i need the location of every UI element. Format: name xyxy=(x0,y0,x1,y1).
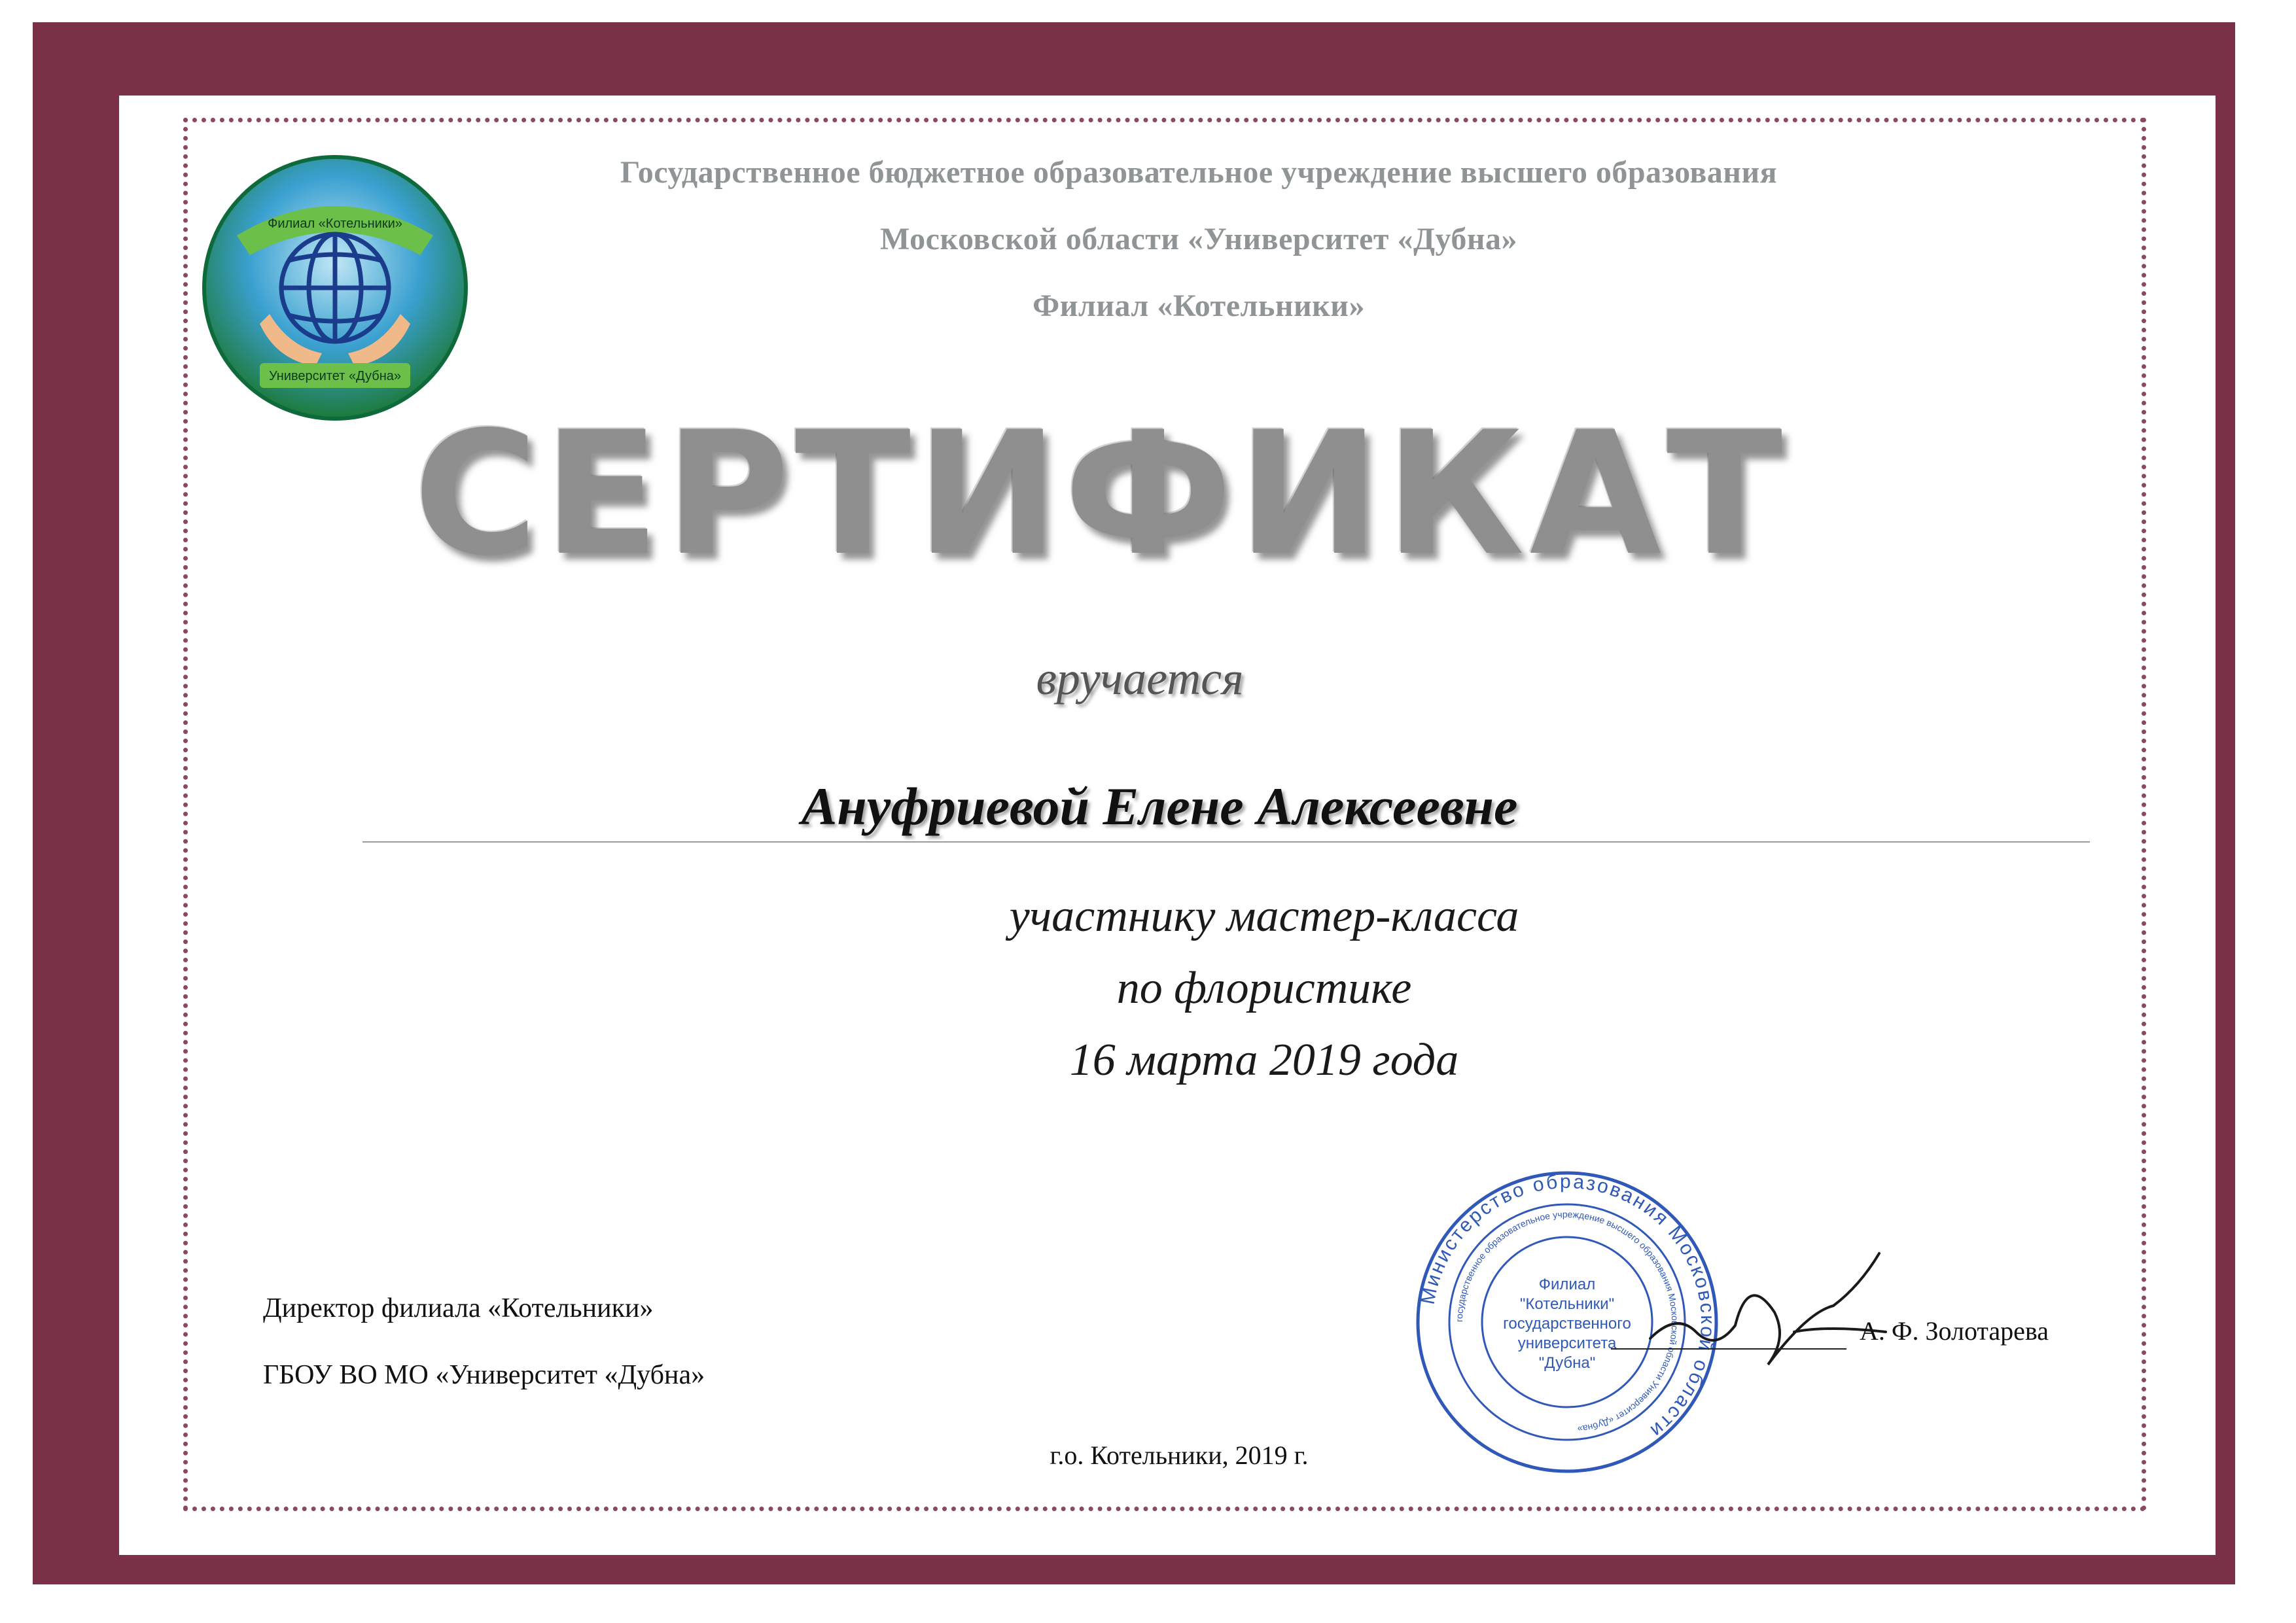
recipient-underline xyxy=(362,841,2090,843)
signatory-title-1: Директор филиала «Котельники» xyxy=(263,1293,654,1323)
svg-text:"Дубна": "Дубна" xyxy=(1538,1354,1596,1372)
svg-text:Министерство образования Моско: Министерство образования Московской области xyxy=(1417,1170,1719,1443)
svg-text:"Котельники": "Котельники" xyxy=(1519,1295,1615,1313)
certificate-paper xyxy=(119,96,2216,1555)
svg-text:Филиал: Филиал xyxy=(1538,1276,1596,1293)
svg-text:государственное образовательно: государственное образовательное учреждение высшего образования Московской области Университет «Дубна» xyxy=(1453,1208,1681,1435)
description-line-1: участнику мастер-класса xyxy=(1009,891,1519,941)
header-line-1: Государственное бюджетное образовательное учреждение высшего образования xyxy=(620,155,1778,190)
awarded-label: вручается xyxy=(1036,652,1244,705)
svg-text:университета: университета xyxy=(1517,1335,1617,1352)
handwritten-signature xyxy=(1637,1234,1899,1391)
certificate-title: СЕРТИФИКАТ xyxy=(413,396,1788,593)
description-line-2: по флористике xyxy=(1116,963,1412,1013)
university-logo-icon xyxy=(198,150,472,425)
signature-line xyxy=(1611,1348,1846,1350)
place-year: г.о. Котельники, 2019 г. xyxy=(1050,1440,1309,1470)
svg-text:государственного: государственного xyxy=(1503,1315,1631,1333)
svg-text:Университет «Дубна»: Университет «Дубна» xyxy=(268,369,402,383)
header-line-3: Филиал «Котельники» xyxy=(1033,288,1365,323)
header-line-2: Московской области «Университет «Дубна» xyxy=(879,222,1518,256)
signatory-title-2: ГБОУ ВО МО «Университет «Дубна» xyxy=(263,1360,705,1390)
svg-text:Филиал «Котельники»: Филиал «Котельники» xyxy=(268,217,402,231)
description-date: 16 марта 2019 года xyxy=(1069,1035,1459,1085)
signatory-name: А. Ф. Золотарева xyxy=(1860,1316,2049,1346)
certificate-frame xyxy=(33,22,2235,1584)
recipient-name: Ануфриевой Елене Алексеевне xyxy=(801,777,1518,836)
